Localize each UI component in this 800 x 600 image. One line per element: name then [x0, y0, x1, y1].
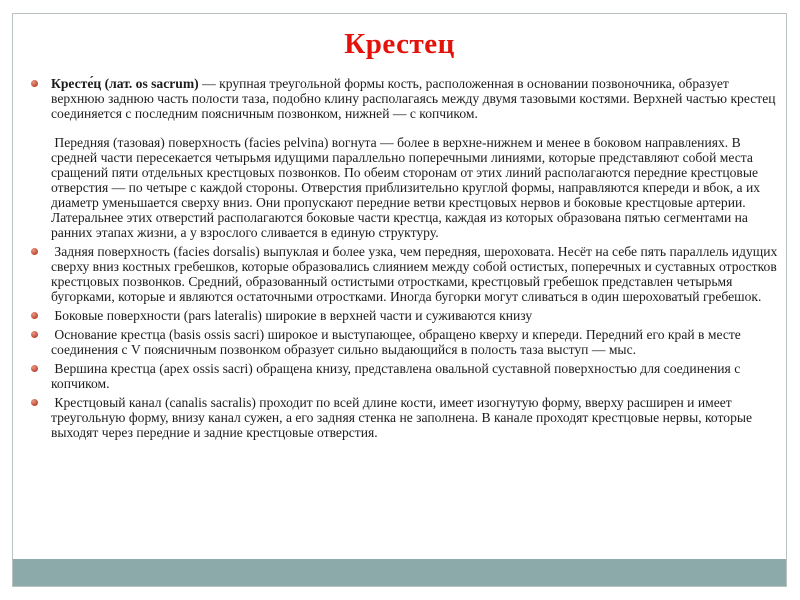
paragraph-text [51, 395, 782, 440]
paragraph-text [51, 244, 782, 304]
list-item [13, 135, 782, 240]
paragraph-text [51, 327, 782, 357]
paragraph-body: Крестцовый канал (canalis sacralis) проходит по всей длине кости, имеет изогнутую форму, вверху расширен и имеет треугольную форму, внизу канал сужен, а его задняя стенка не заполнена. В канале проходят крестцовые нервы, которые выходят через передние и задние крестцовые отверстия. [51, 395, 756, 440]
paragraph-text [51, 361, 782, 391]
list-item [13, 308, 782, 323]
paragraph-body: Основание крестца (basis ossis sacri) широкое и выступающее, обращено кверху и кпереди. Передний его край в месте соединения с V поясничным позвонком образует сильно выдающийся в полость таза выступ — мыс. [51, 327, 745, 357]
bullet-icon [31, 331, 38, 338]
list-item [13, 361, 782, 391]
slide [12, 13, 787, 587]
paragraph-body: Задняя поверхность (facies dorsalis) выпуклая и более узка, чем передняя, шероховата. Несёт на себе пять параллель идущих сверху вниз костных гребешков, которые образовались слиянием между собой остистых, поперечных и суставных отростков крестцовых позвонков. Средний, образованный остистыми отростками, крестцовый гребешок представлен четырьмя бугорками, которые и являются остаточными отростками. Иногда бугорки могут сливаться в один шероховатый гребешок. [51, 244, 781, 304]
paragraph-text [51, 308, 782, 323]
bullet-icon [31, 365, 38, 372]
paragraph-text [51, 76, 782, 121]
paragraph-body: — крупная треугольной формы кость, расположенная в основании позвоночника, образует верхнюю заднюю часть полости таза, подобно клину располагаясь между двумя тазовыми костями. Верхней частью крестец соединяется с последним поясничным позвонком, нижней — с копчиком. [51, 76, 779, 121]
slide-body [13, 76, 782, 444]
paragraph-body: Вершина крестца (apex ossis sacri) обращена книзу, представлена овальной суставной поверхностью для соединения с копчиком. [51, 361, 744, 391]
paragraph-body: Боковые поверхности (pars lateralis) широкие в верхней части и суживаются книзу [51, 308, 533, 323]
footer-band [13, 559, 786, 586]
list-item [13, 395, 782, 440]
paragraph-lead: Кресте́ц (лат. os sacrum) [51, 76, 199, 91]
list-item [13, 327, 782, 357]
bullet-icon [31, 312, 38, 319]
paragraph-text [51, 135, 782, 240]
bullet-icon [31, 399, 38, 406]
list-item [13, 76, 782, 121]
bullet-icon [31, 80, 38, 87]
paragraph-body: Передняя (тазовая) поверхность (facies pelvina) вогнута — более в верхне-нижнем и менее в боковом направлениях. В средней части пересекается четырьмя идущими параллельно поперечными линиями, которые представляют собой места сращений пяти отдельных крестцовых позвонков. По обеим сторонам от этих линий располагаются передние крестцовые отверстия — по четыре с каждой стороны. Отверстия приблизительно круглой формы, направляются кпереди и вбок, а их диаметр уменьшается сверху вниз. Они пропускают передние ветви крестцовых нервов и боковые крестцовые артерии. Латеральнее этих отверстий располагаются боковые части крестца, каждая из которых образована пятью сегментами на ранних этапах жизни, а у взрослого сливается в единую структуру. [51, 135, 764, 240]
list-item [13, 244, 782, 304]
bullet-icon [31, 248, 38, 255]
slide-title: Крестец [344, 28, 455, 60]
